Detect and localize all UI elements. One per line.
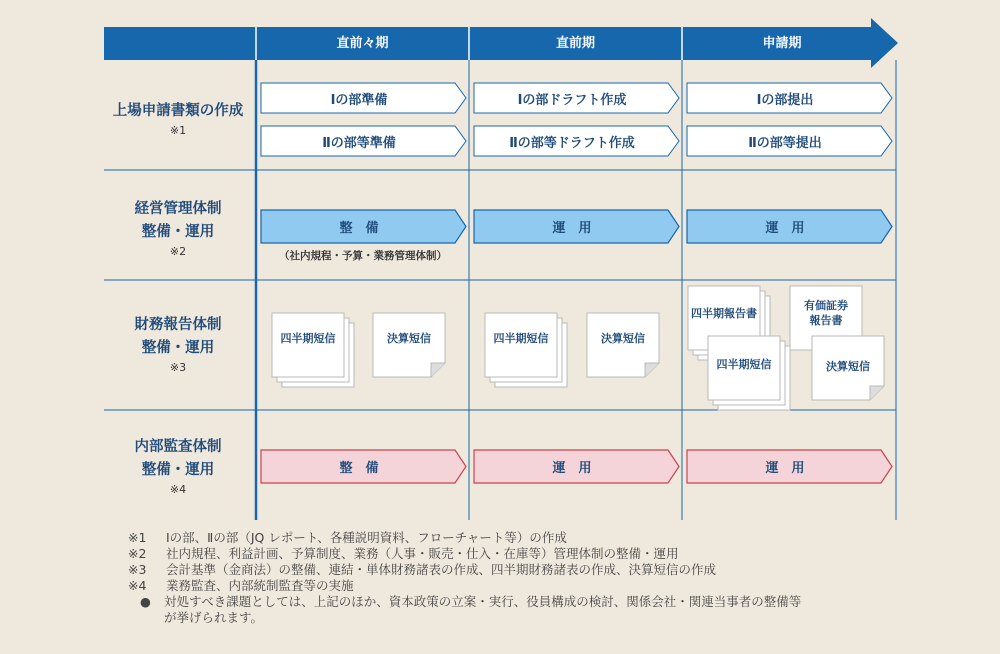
management-sub-note: （社内規程・予算・業務管理体制） — [279, 250, 447, 262]
audit-period3: 運 用 — [686, 449, 894, 484]
doc2-period2: Ⅱの部等ドラフト作成 — [473, 125, 681, 157]
row-label-application-docs: 上場申請書類の作成 ※1 — [112, 103, 244, 137]
footnote-1: ※1 Ⅰの部、Ⅱの部（JQ レポート、各種説明資料、フローチャート等）の作成 — [128, 530, 567, 545]
row-label-financial: 財務報告体制 整備・運用 ※3 — [134, 317, 222, 374]
row-label-audit: 内部監査体制 整備・運用 ※4 — [134, 439, 222, 496]
doc1-period2: Ⅰの部ドラフト作成 — [473, 82, 681, 114]
period-label-2: 直前期 — [555, 36, 595, 51]
audit-period1: 整 備 — [260, 449, 468, 484]
management-period1: 整 備 — [260, 209, 468, 244]
management-period2: 運 用 — [473, 209, 681, 244]
doc2-period1: Ⅱの部等準備 — [260, 125, 468, 157]
bullet-note-cont: が挙げられます。 — [164, 610, 264, 625]
audit-period2: 運 用 — [473, 449, 681, 484]
footnote-4: ※4 業務監査、内部統制監査等の実施 — [128, 578, 354, 593]
doc1-period3: Ⅰの部提出 — [686, 82, 894, 114]
row-label-management: 経営管理体制 整備・運用 ※2 — [134, 201, 222, 258]
period-label-3: 申請期 — [762, 36, 802, 51]
footnotes — [128, 530, 801, 626]
bullet-note: ● 対処すべき課題としては、上記のほか、資本政策の立案・実行、役員構成の検討、関係会社・関連当事者の整備等 — [140, 594, 802, 609]
period-label-1: 直前々期 — [336, 36, 389, 51]
doc1-period1: Ⅰの部準備 — [260, 82, 468, 114]
footnote-3: ※3 会計基準（金商法）の整備、連結・単体財務諸表の作成、四半期財務諸表の作成、決算短信の作成 — [128, 562, 717, 577]
doc2-period3: Ⅱの部等提出 — [686, 125, 894, 157]
footnote-2: ※2 社内規程、利益計画、予算制度、業務（人事・販売・仕入・在庫等）管理体制の整備・運用 — [128, 546, 679, 561]
management-period3: 運 用 — [686, 209, 894, 244]
